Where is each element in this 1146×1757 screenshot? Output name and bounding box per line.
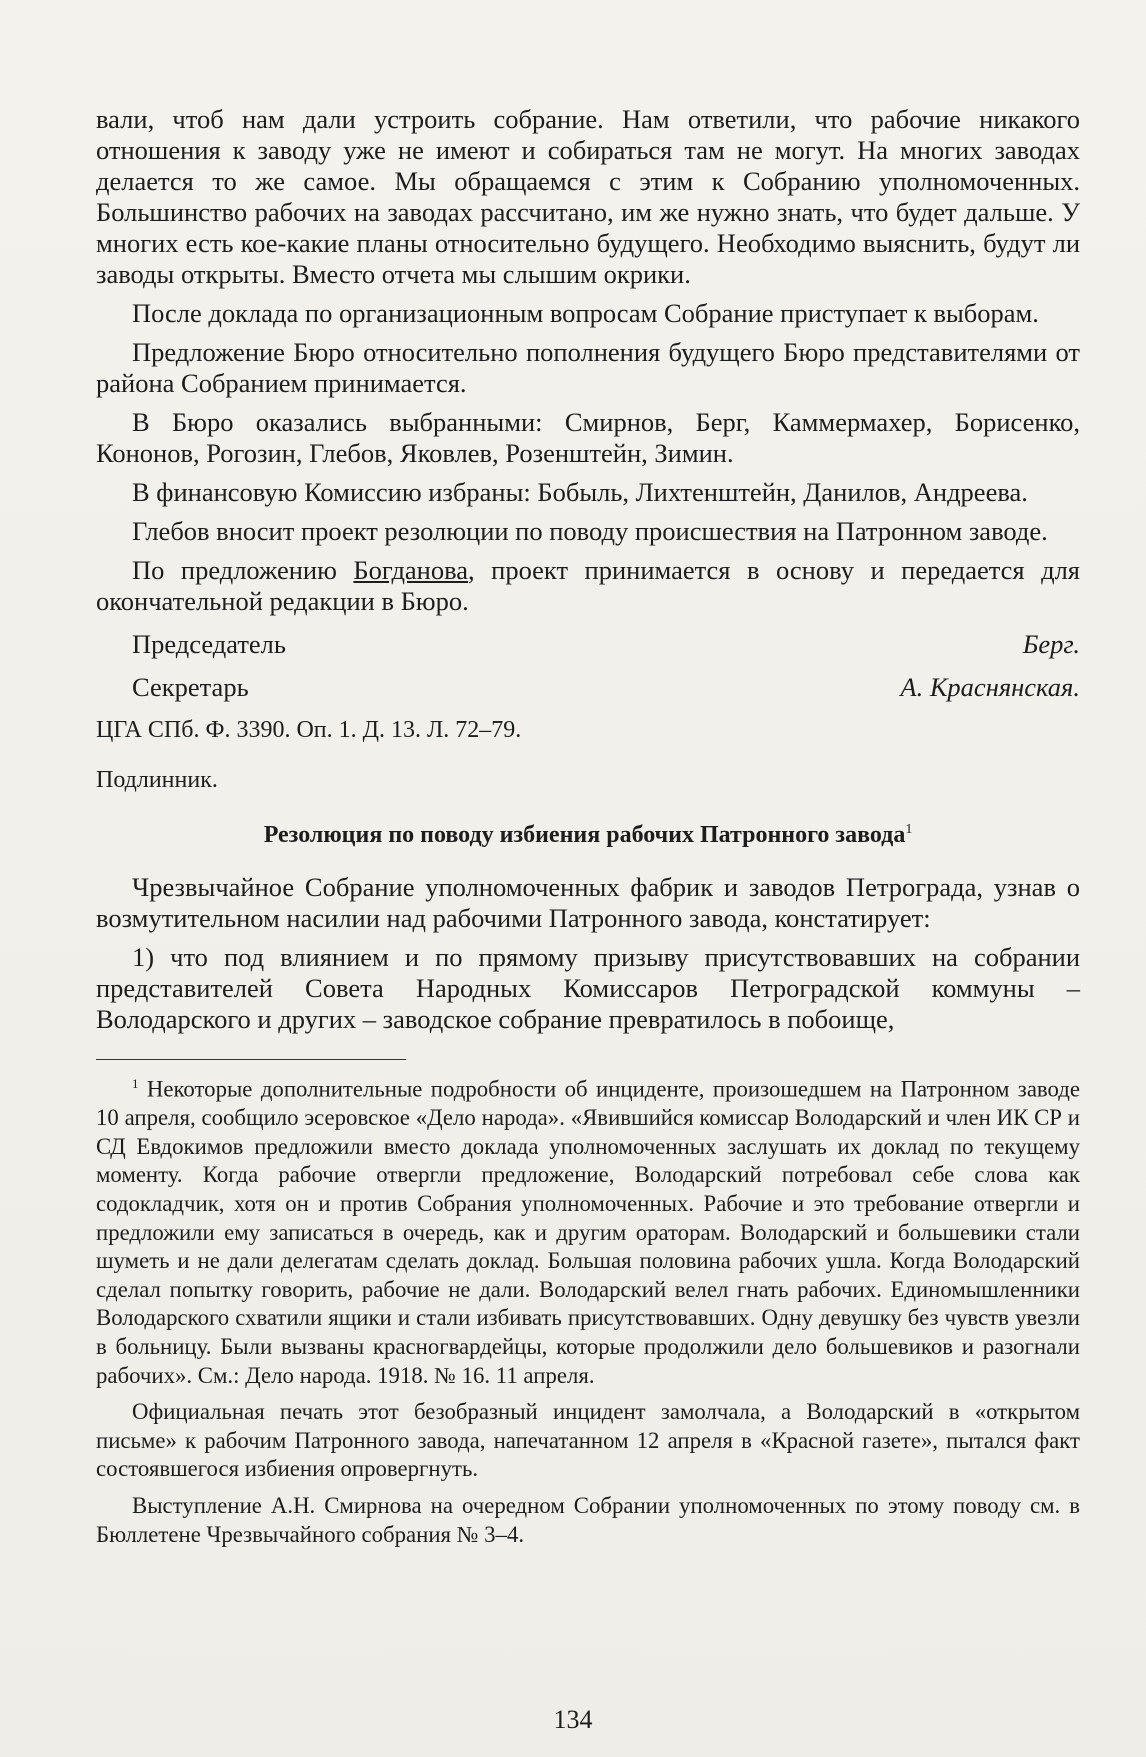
footnote-mark: 1	[905, 822, 913, 837]
paragraph-elections: После доклада по организационным вопросам Собрание приступает к выборам.	[132, 298, 1039, 328]
footnote-paragraph: $^1$ Некоторые дополнительные подробности об инциденте, произошедшем на Патронном заводе 10 апреля, сообщило эсеровское «Дело народа». «Явившийся комиссар Володарский и член ИК СР и СД Евдокимов предложили вместо доклада уполномоченных заслушать их доклад по текущему моменту. Когда рабочие отвергли предложение, Володарский потребовал себе слова как содокладчик, хотя он и против Собрания уполномоченных. Рабочие и это требование отвергли и предложили ему записаться в очередь, как и другим ораторам. Володарский и большевики стали шуметь и не дали делегатам сделать доклад. Большая половина рабочих ушла. Когда Володарский сделал попытку говорить, рабочие не дали. Володарский велел гнать рабочих. Единомышленники Володарского схватили ящики и стали избивать присутствовавших. Одну девушку без чувств увезли в больницу. Были вызваны красногвардейцы, которые продолжили дело большевиков и разогнали рабочих». См.: Дело народа. 1918. № 16. 11 апреля.	[96, 1076, 1081, 1388]
paragraph-glebov-resolution: Глебов вносит проект резолюции по поводу происшествия на Патронном заводе.	[132, 516, 1048, 546]
bogdanov-name: Богданова	[353, 555, 469, 585]
footnote-number: 1	[132, 1076, 139, 1091]
paragraph-bogdanov-proposal	[96, 555, 1080, 617]
archive-reference: ЦГА СПб. Ф. 3390. Оп. 1. Д. 13. Л. 72–79.	[96, 717, 522, 743]
signature-name: Берг.	[1022, 629, 1080, 659]
signature-chairman	[96, 629, 1080, 660]
paragraph-continuation: вали, чтоб нам дали устроить собрание. Нам ответили, что рабочие никакого отношения к заводу уже не имеют и собираться там не могут. На многих заводах делается то же самое. Мы обращаемся с этим к Собранию уполномоченных. Большинство рабочих на заводах рассчитано, им же нужно знать, что будет дальше. У многих есть кое-какие планы относительно будущего. Необходимо выяснить, будут ли заводы открыты. Вместо отчета мы слышим окрики.	[96, 104, 1080, 289]
signature-role: Секретарь	[132, 672, 249, 702]
paragraph-finance-commission: В финансовую Комиссию избраны: Бобыль, Лихтенштейн, Данилов, Андреева.	[132, 477, 1028, 507]
footnote-paragraph: Выступление А.Н. Смирнова на очередном Собрании уполномоченных по этому поводу см. в Бюллетене Чрезвычайного собрания № 3–4.	[96, 1492, 1080, 1547]
bogdanov-after: , проект принимается в основу и передается для окончательной редакции в Бюро.	[96, 555, 1080, 616]
signature-secretary	[96, 672, 1080, 703]
signature-name: А. Краснянская.	[900, 672, 1080, 702]
resolution-paragraph: Чрезвычайное Собрание уполномоченных фабрик и заводов Петрограда, узнав о возмутительном насилии над рабочими Патронного завода, констатирует:	[96, 872, 1080, 933]
paragraph-bureau-proposal: Предложение Бюро относительно пополнения будущего Бюро представителями от района Собранием принимается.	[96, 337, 1080, 398]
signature-role: Председатель	[132, 629, 286, 659]
original-note: Подлинник.	[96, 767, 218, 793]
page-number: 134	[553, 1705, 593, 1734]
footnote-paragraph: Официальная печать этот безобразный инцидент замолчала, а Володарский в «открытом письме» к рабочим Патронного завода, напечатанном 12 апреля в «Красной газете», пытался факт состоявшегося избиения опровергнуть.	[96, 1399, 1080, 1482]
page-text	[96, 104, 1080, 1557]
paragraph-bureau-members: В Бюро оказались выбранными: Смирнов, Берг, Каммермахер, Борисенко, Кононов, Рогозин, Глебов, Яковлев, Розенштейн, Зимин.	[96, 407, 1080, 468]
resolution-title: Резолюция по поводу избиения рабочих Патронного завода$^1$	[263, 822, 913, 848]
footnote-divider	[96, 1059, 406, 1060]
bogdanov-before: По предложению	[132, 555, 354, 585]
resolution-paragraph: 1) что под влиянием и по прямому призыву присутствовавших на собрании представителей Совета Народных Комиссаров Петроградской коммуны – Володарского и других – заводское собрание превратилось в побоище,	[96, 942, 1080, 1034]
